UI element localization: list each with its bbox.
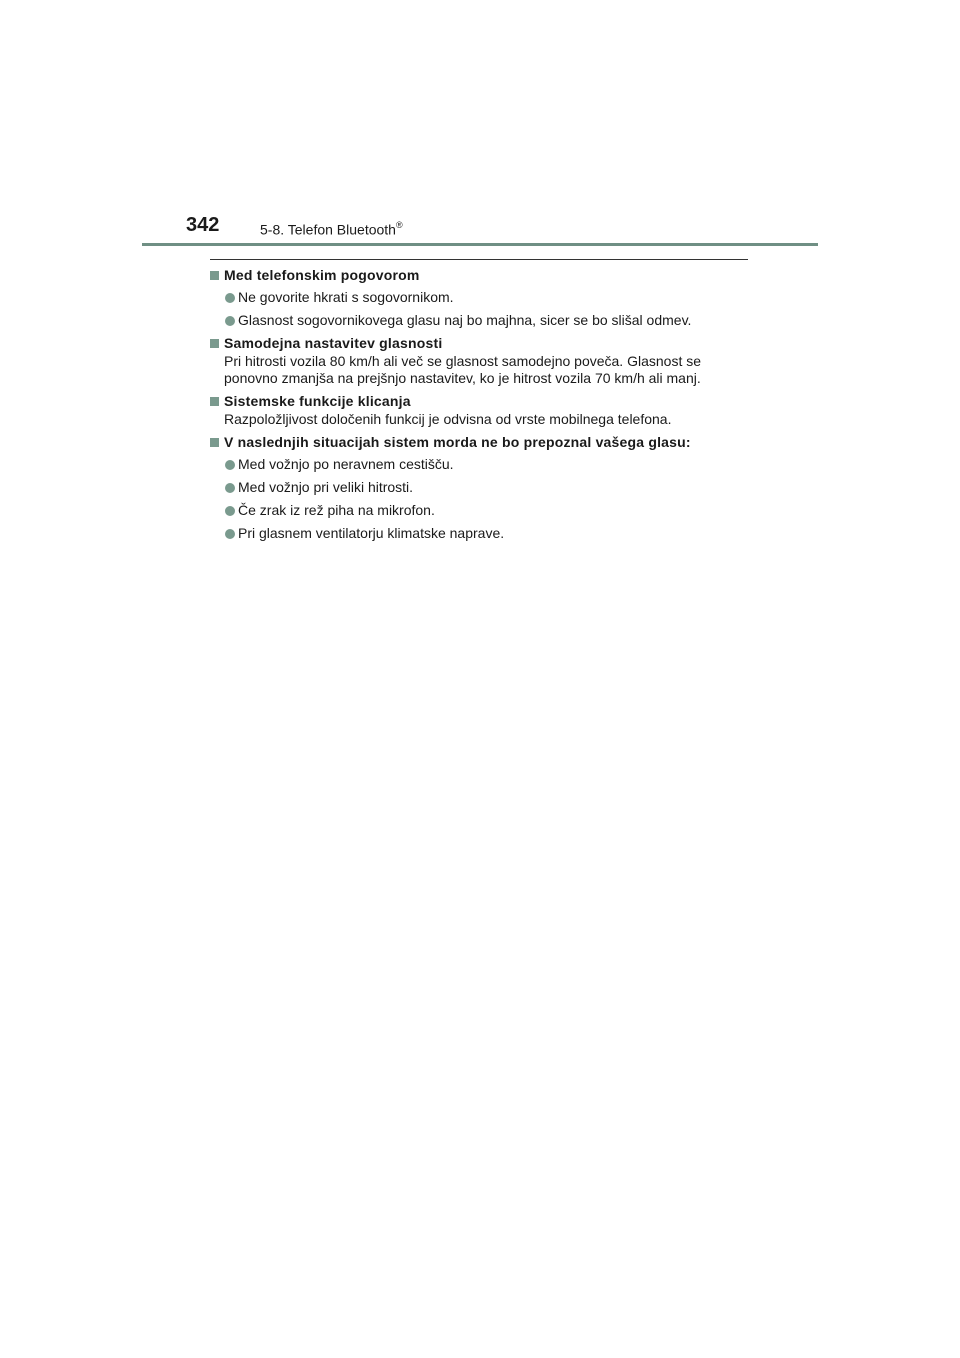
square-bullet-icon <box>210 397 219 406</box>
circle-bullet-icon <box>225 529 235 539</box>
section-heading <box>210 434 755 451</box>
circle-bullet-icon <box>225 293 235 303</box>
content-rule <box>210 259 748 260</box>
list-item-text: Med vožnjo po neravnem cestišču. <box>238 456 454 472</box>
section-heading <box>210 267 755 284</box>
circle-bullet-icon <box>225 506 235 516</box>
list-item <box>210 312 755 329</box>
list-item <box>210 479 755 496</box>
list-item <box>210 289 755 306</box>
section-paragraph: Razpoložljivost določenih funkcij je odvisna od vrste mobilnega telefona. <box>224 411 672 427</box>
square-bullet-icon <box>210 271 219 280</box>
circle-bullet-icon <box>225 316 235 326</box>
list-item-text: Če zrak iz rež piha na mikrofon. <box>238 502 435 518</box>
heading-text: Samodejna nastavitev glasnosti <box>224 335 443 351</box>
list-item <box>210 456 755 473</box>
square-bullet-icon <box>210 438 219 447</box>
list-item-text: Ne govorite hkrati s sogovornikom. <box>238 289 454 305</box>
list-item <box>210 502 755 519</box>
section-heading <box>210 393 755 410</box>
page-number: 342 <box>186 214 220 236</box>
square-bullet-icon <box>210 339 219 348</box>
section-title <box>260 221 403 238</box>
circle-bullet-icon <box>225 483 235 493</box>
section-title-text: 5-8. Telefon Bluetooth <box>260 221 396 238</box>
section-heading <box>210 335 755 352</box>
section-paragraph: Pri hitrosti vozila 80 km/h ali več se glasnost samodejno poveča. Glasnost se ponovno zmanjša na prejšnjo nastavitev, ko je hitrost vozila 70 km/h ali manj. <box>224 353 702 386</box>
heading-text: Sistemske funkcije klicanja <box>224 393 411 409</box>
section-voice-recognition <box>210 434 755 542</box>
list-item <box>210 525 755 542</box>
list-item-text: Med vožnjo pri veliki hitrosti. <box>238 479 414 495</box>
section-call-tips <box>210 267 755 329</box>
circle-bullet-icon <box>225 460 235 470</box>
heading-text: V naslednjih situacijah sistem morda ne bo prepoznal vašega glasu: <box>224 434 691 450</box>
section-dial-functions <box>210 393 755 428</box>
list-item-text: Pri glasnem ventilatorju klimatske naprave. <box>238 525 505 541</box>
registered-mark: ® <box>395 220 403 230</box>
header-rule <box>142 243 818 246</box>
heading-text: Med telefonskim pogovorom <box>224 267 420 283</box>
section-auto-volume <box>210 335 755 387</box>
content <box>210 267 755 548</box>
list-item-text: Glasnost sogovornikovega glasu naj bo majhna, sicer se bo slišal odmev. <box>238 312 692 328</box>
